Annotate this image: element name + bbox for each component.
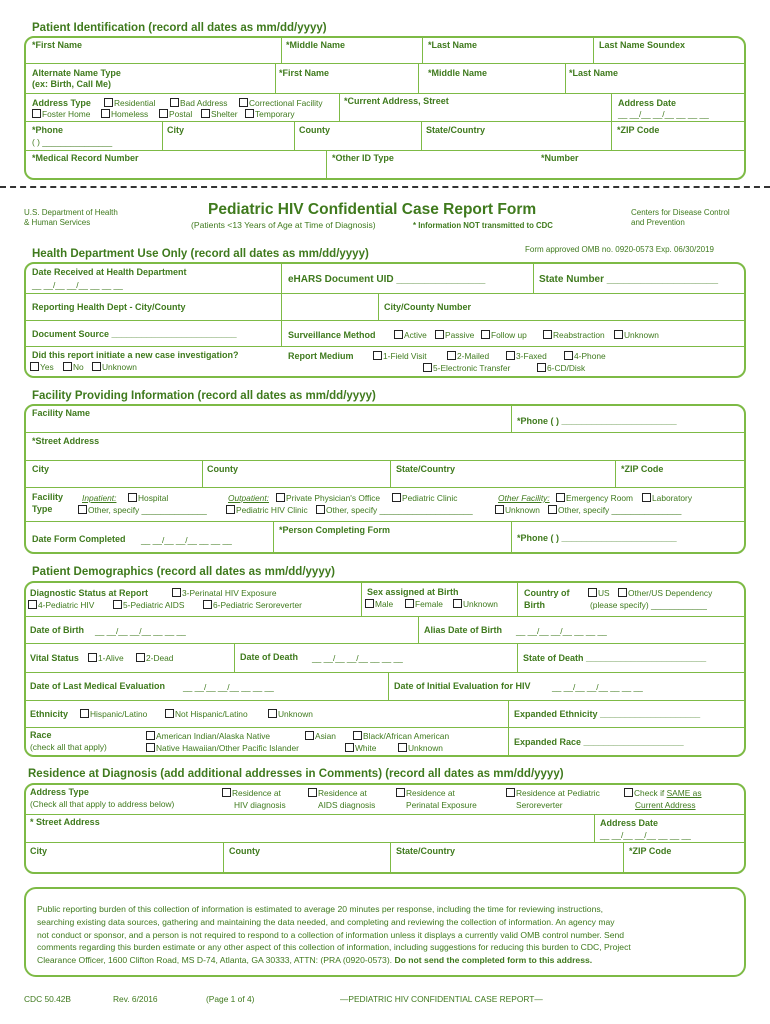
surveillance-unknown-checkbox[interactable]: Unknown bbox=[614, 330, 659, 340]
other-facility-label: Other Facility: bbox=[498, 493, 550, 503]
medical-record-number-field[interactable]: *Medical Record Number bbox=[32, 153, 139, 163]
date-form-completed-label: Date Form Completed bbox=[32, 534, 126, 544]
asian-checkbox[interactable]: Asian bbox=[305, 731, 336, 741]
alt-middle-name-field[interactable]: *Middle Name bbox=[428, 68, 488, 78]
divider bbox=[25, 293, 745, 294]
residential-checkbox[interactable]: Residential bbox=[104, 98, 155, 108]
divider bbox=[615, 460, 616, 487]
residence-seroreverter-label: Seroreverter bbox=[516, 800, 563, 810]
middle-name-field[interactable]: *Middle Name bbox=[286, 40, 346, 50]
postal-checkbox[interactable]: Postal bbox=[159, 109, 192, 119]
expanded-ethnicity-field[interactable]: Expanded Ethnicity ____________________ bbox=[514, 709, 701, 719]
divider bbox=[623, 842, 624, 873]
inpatient-other-checkbox[interactable]: Other, specify ______________ bbox=[78, 505, 207, 515]
city-county-number-field[interactable]: City/County Number bbox=[384, 302, 472, 312]
facility-title: Facility Providing Information (record all dates as mm/dd/yyyy) bbox=[32, 390, 376, 402]
reabstraction-checkbox[interactable]: Reabstraction bbox=[543, 330, 605, 340]
divider bbox=[611, 93, 612, 121]
pediatric-hiv-clinic-checkbox[interactable]: Pediatric HIV Clinic bbox=[226, 505, 308, 515]
surveillance-method-label: Surveillance Method bbox=[288, 330, 376, 340]
divider bbox=[25, 727, 745, 728]
phone-medium-checkbox[interactable]: 4-Phone bbox=[564, 351, 606, 361]
shelter-checkbox[interactable]: Shelter bbox=[201, 109, 238, 119]
divider bbox=[162, 121, 163, 150]
divider bbox=[418, 616, 419, 643]
no-checkbox[interactable]: No bbox=[63, 362, 84, 372]
divider bbox=[275, 63, 276, 93]
county-field[interactable]: County bbox=[299, 125, 330, 135]
state-number-field[interactable]: State Number ____________________ bbox=[539, 274, 719, 285]
divider bbox=[281, 263, 282, 346]
divider bbox=[25, 700, 745, 701]
zip-code-field[interactable]: *ZIP Code bbox=[617, 125, 660, 135]
last-medical-evaluation-label: Date of Last Medical Evaluation bbox=[30, 681, 166, 691]
foster-home-checkbox[interactable]: Foster Home bbox=[32, 109, 90, 119]
investigation-unknown-checkbox[interactable]: Unknown bbox=[92, 362, 137, 372]
residence-address-date-label: Address Date bbox=[600, 818, 659, 828]
last-name-field[interactable]: *Last Name bbox=[428, 40, 478, 50]
alternate-name-hint: (ex: Birth, Call Me) bbox=[32, 79, 112, 89]
cdc-label-line2: and Prevention bbox=[631, 218, 685, 227]
residence-seroreverter-checkbox[interactable]: Residence at Pediatric bbox=[506, 788, 600, 798]
not-hispanic-checkbox[interactable]: Not Hispanic/Latino bbox=[165, 709, 248, 719]
hhs-label-line2: & Human Services bbox=[24, 218, 91, 227]
residence-street-field[interactable]: * Street Address bbox=[30, 817, 100, 827]
divider bbox=[25, 320, 745, 321]
divider bbox=[281, 37, 282, 63]
cd-disk-checkbox[interactable]: 6-CD/Disk bbox=[537, 363, 585, 373]
divider bbox=[223, 842, 224, 873]
footer-form-name: —PEDIATRIC HIV CONFIDENTIAL CASE REPORT— bbox=[340, 994, 543, 1004]
divider bbox=[422, 37, 423, 63]
divider bbox=[378, 293, 379, 320]
facility-unknown-checkbox[interactable]: Unknown bbox=[495, 505, 540, 515]
divider bbox=[25, 346, 745, 347]
residence-zip-field[interactable]: *ZIP Code bbox=[629, 846, 672, 856]
residence-address-type-hint: (Check all that apply to address below) bbox=[30, 799, 175, 809]
divider bbox=[25, 643, 745, 644]
ethnicity-label: Ethnicity bbox=[30, 709, 69, 719]
divider bbox=[339, 93, 340, 121]
residence-city-field[interactable]: City bbox=[30, 846, 48, 856]
female-checkbox[interactable]: Female bbox=[405, 599, 443, 609]
divider bbox=[234, 643, 235, 672]
divider bbox=[611, 121, 612, 150]
burden-line: not conduct or sponsor, and a person is not required to respond to a collection of information unless it displays a currently valid OMB control number. Send bbox=[37, 929, 625, 940]
completer-phone-field[interactable]: *Phone ( ) _______________________ bbox=[517, 533, 677, 543]
last-medical-evaluation-field[interactable]: __ __/__ __/__ __ __ __ bbox=[183, 682, 274, 692]
divider bbox=[594, 814, 595, 842]
residence-county-field[interactable]: County bbox=[229, 846, 260, 856]
perinatal-exposure-checkbox[interactable]: 3-Perinatal HIV Exposure bbox=[172, 588, 277, 598]
divider bbox=[273, 521, 274, 553]
date-of-birth-field[interactable]: __ __/__ __/__ __ __ __ bbox=[95, 626, 186, 636]
ethnicity-unknown-checkbox[interactable]: Unknown bbox=[268, 709, 313, 719]
state-country-field[interactable]: State/Country bbox=[426, 125, 486, 135]
current-address-field[interactable]: *Current Address, Street bbox=[344, 96, 449, 106]
pediatric-seroreverter-checkbox[interactable]: 6-Pediatric Seroreverter bbox=[203, 600, 302, 610]
facility-type-label: Facility bbox=[32, 492, 64, 502]
divider bbox=[511, 521, 512, 553]
pediatric-clinic-checkbox[interactable]: Pediatric Clinic bbox=[392, 493, 457, 503]
race-label: Race bbox=[30, 730, 52, 740]
omb-approval: Form approved OMB no. 0920-0573 Exp. 06/30/2019 bbox=[525, 245, 715, 254]
active-checkbox[interactable]: Active bbox=[394, 330, 427, 340]
other-id-type-field[interactable]: *Other ID Type bbox=[332, 153, 394, 163]
us-checkbox[interactable]: US bbox=[588, 588, 610, 598]
diagnostic-status-label: Diagnostic Status at Report bbox=[30, 588, 149, 598]
divider bbox=[593, 37, 594, 63]
facility-phone-field[interactable]: *Phone ( ) _______________________ bbox=[517, 416, 677, 426]
form-title: Pediatric HIV Confidential Case Report Form bbox=[208, 201, 537, 218]
divider bbox=[517, 582, 518, 616]
address-date-field[interactable]: __ __/__ __/__ __ __ __ bbox=[618, 109, 709, 119]
phone-field[interactable]: ( ) _______________ bbox=[32, 137, 113, 147]
new-case-investigation-label: Did this report initiate a new case investigation? bbox=[32, 350, 239, 360]
other-facility-other-checkbox[interactable]: Other, specify _______________ bbox=[548, 505, 681, 515]
laboratory-checkbox[interactable]: Laboratory bbox=[642, 493, 692, 503]
initial-evaluation-field[interactable]: __ __/__ __/__ __ __ __ bbox=[552, 682, 643, 692]
outpatient-label: Outpatient: bbox=[228, 493, 269, 503]
residence-hiv-checkbox[interactable]: Residence at bbox=[222, 788, 281, 798]
expanded-race-field[interactable]: Expanded Race ____________________ bbox=[514, 737, 684, 747]
date-form-completed-field[interactable]: __ __/__ __/__ __ __ __ bbox=[141, 535, 232, 545]
alt-first-name-field[interactable]: *First Name bbox=[279, 68, 330, 78]
alternate-name-type-field[interactable]: Alternate Name Type bbox=[32, 68, 121, 78]
residence-hiv-label: HIV diagnosis bbox=[234, 800, 286, 810]
divider bbox=[326, 150, 327, 179]
report-medium-label: Report Medium bbox=[288, 351, 354, 361]
correctional-facility-checkbox[interactable]: Correctional Facility bbox=[239, 98, 323, 108]
dead-checkbox[interactable]: 2-Dead bbox=[136, 653, 173, 663]
health-department-title: Health Department Use Only (record all dates as mm/dd/yyyy) bbox=[32, 248, 369, 260]
race-unknown-checkbox[interactable]: Unknown bbox=[398, 743, 443, 753]
hispanic-checkbox[interactable]: Hispanic/Latino bbox=[80, 709, 147, 719]
divider bbox=[25, 616, 745, 617]
passive-checkbox[interactable]: Passive bbox=[435, 330, 474, 340]
country-of-birth-label-2: Birth bbox=[524, 600, 545, 610]
divider bbox=[25, 814, 745, 815]
race-hint: (check all that apply) bbox=[30, 742, 107, 752]
divider bbox=[25, 487, 745, 488]
divider bbox=[25, 93, 745, 94]
divider bbox=[418, 63, 419, 93]
date-of-death-field[interactable]: __ __/__ __/__ __ __ __ bbox=[312, 653, 403, 663]
american-indian-checkbox[interactable]: American Indian/Alaska Native bbox=[146, 731, 270, 741]
vital-status-label: Vital Status bbox=[30, 653, 79, 663]
same-as-current-checkbox[interactable]: Check if SAME as bbox=[624, 788, 702, 798]
burden-statement bbox=[37, 903, 737, 967]
ehars-uid-field[interactable]: eHARS Document UID ________________ bbox=[288, 274, 486, 285]
not-transmitted-note: * Information NOT transmitted to CDC bbox=[413, 221, 553, 230]
address-date-label: Address Date bbox=[618, 98, 677, 108]
facility-state-field[interactable]: State/Country bbox=[396, 464, 456, 474]
field-visit-checkbox[interactable]: 1-Field Visit bbox=[373, 351, 427, 361]
alias-dob-field[interactable]: __ __/__ __/__ __ __ __ bbox=[516, 626, 607, 636]
inpatient-label: Inpatient: bbox=[82, 493, 117, 503]
divider bbox=[511, 405, 512, 432]
bad-address-checkbox[interactable]: Bad Address bbox=[170, 98, 228, 108]
divider bbox=[517, 643, 518, 672]
private-physician-checkbox[interactable]: Private Physician's Office bbox=[276, 493, 380, 503]
reporting-health-dept-field[interactable]: Reporting Health Dept - City/County bbox=[32, 302, 186, 312]
burden-line: comments regarding this burden estimate or any other aspect of this collection of information, including suggestions for reducing this burden to CDC, Project bbox=[37, 942, 631, 953]
male-checkbox[interactable]: Male bbox=[365, 599, 393, 609]
date-of-death-label: Date of Death bbox=[240, 652, 299, 662]
residence-address-date-field[interactable]: __ __/__ __/__ __ __ __ bbox=[600, 830, 691, 840]
form-code: CDC 50.42B bbox=[24, 994, 72, 1004]
sex-unknown-checkbox[interactable]: Unknown bbox=[453, 599, 498, 609]
divider bbox=[508, 700, 509, 756]
hospital-checkbox[interactable]: Hospital bbox=[128, 493, 168, 503]
hhs-label-line1: U.S. Department of Health bbox=[24, 208, 118, 217]
divider bbox=[25, 460, 745, 461]
divider bbox=[533, 263, 534, 293]
white-checkbox[interactable]: White bbox=[345, 743, 376, 753]
residence-state-field[interactable]: State/Country bbox=[396, 846, 456, 856]
facility-county-field[interactable]: County bbox=[207, 464, 238, 474]
cdc-label-line1: Centers for Disease Control bbox=[631, 208, 730, 217]
temporary-checkbox[interactable]: Temporary bbox=[245, 109, 295, 119]
electronic-transfer-checkbox[interactable]: 5-Electronic Transfer bbox=[423, 363, 510, 373]
divider bbox=[25, 432, 745, 433]
divider bbox=[25, 63, 745, 64]
divider bbox=[25, 121, 745, 122]
last-name-soundex-field[interactable]: Last Name Soundex bbox=[599, 40, 686, 50]
black-checkbox[interactable]: Black/African American bbox=[353, 731, 449, 741]
phone-label: *Phone bbox=[32, 125, 64, 135]
yes-checkbox[interactable]: Yes bbox=[30, 362, 54, 372]
date-received-label: Date Received at Health Department bbox=[32, 267, 187, 277]
pediatric-aids-checkbox[interactable]: 5-Pediatric AIDS bbox=[113, 600, 184, 610]
other-id-number-field[interactable]: *Number bbox=[541, 153, 579, 163]
residence-aids-label: AIDS diagnosis bbox=[318, 800, 376, 810]
pediatric-hiv-checkbox[interactable]: 4-Pediatric HIV bbox=[28, 600, 94, 610]
residence-perinatal-label: Perinatal Exposure bbox=[406, 800, 477, 810]
divider bbox=[25, 842, 745, 843]
divider bbox=[390, 842, 391, 873]
date-received-field[interactable]: __ __/__ __/__ __ __ __ bbox=[32, 280, 123, 290]
residence-perinatal-checkbox[interactable]: Residence at bbox=[396, 788, 455, 798]
divider bbox=[361, 582, 362, 616]
initial-evaluation-label: Date of Initial Evaluation for HIV bbox=[394, 681, 531, 691]
divider bbox=[294, 121, 295, 150]
country-specify-field[interactable]: (please specify) ____________ bbox=[590, 600, 707, 610]
address-type-label: Address Type bbox=[32, 98, 91, 108]
facility-city-field[interactable]: City bbox=[32, 464, 50, 474]
same-as-current-label: Current Address bbox=[635, 800, 696, 810]
country-of-birth-label: Country of bbox=[524, 588, 570, 598]
homeless-checkbox[interactable]: Homeless bbox=[101, 109, 148, 119]
city-field[interactable]: City bbox=[167, 125, 185, 135]
first-name-field[interactable]: *First Name bbox=[32, 40, 83, 50]
burden-line: searching existing data sources, gathering and maintaining the data needed, and completing and reviewing the collection of information. An agency may bbox=[37, 916, 615, 927]
alive-checkbox[interactable]: 1-Alive bbox=[88, 653, 124, 663]
faxed-checkbox[interactable]: 3-Faxed bbox=[506, 351, 547, 361]
facility-name-field[interactable]: Facility Name bbox=[32, 408, 91, 418]
demographics-title: Patient Demographics (record all dates as mm/dd/yyyy) bbox=[32, 566, 335, 578]
divider bbox=[25, 521, 745, 522]
divider bbox=[565, 63, 566, 93]
document-source-field[interactable]: Document Source _________________________ bbox=[32, 329, 237, 339]
divider bbox=[25, 672, 745, 673]
state-of-death-field[interactable]: State of Death ________________________ bbox=[523, 653, 707, 663]
follow-up-checkbox[interactable]: Follow up bbox=[481, 330, 527, 340]
divider bbox=[390, 460, 391, 487]
alt-last-name-field[interactable]: *Last Name bbox=[569, 68, 619, 78]
mailed-checkbox[interactable]: 2-Mailed bbox=[447, 351, 489, 361]
burden-line: Public reporting burden of this collection of information is estimated to average 20 minutes per response, including the time for reviewing instructions, bbox=[37, 904, 604, 914]
other-us-dependency-checkbox[interactable]: Other/US Dependency bbox=[618, 588, 712, 598]
native-hawaiian-checkbox[interactable]: Native Hawaiian/Other Pacific Islander bbox=[146, 743, 299, 753]
person-completing-form-field[interactable]: *Person Completing Form bbox=[279, 525, 391, 535]
divider bbox=[202, 460, 203, 487]
facility-zip-field[interactable]: *ZIP Code bbox=[621, 464, 664, 474]
revision: Rev. 6/2016 bbox=[113, 994, 158, 1004]
form-subtitle: (Patients <13 Years of Age at Time of Diagnosis) bbox=[191, 220, 376, 230]
patient-identification-title: Patient Identification (record all dates as mm/dd/yyyy) bbox=[32, 22, 327, 34]
do-not-send-note: Do not send the completed form to this address. bbox=[394, 955, 593, 966]
residence-address-type-label: Address Type bbox=[30, 787, 89, 797]
residence-title: Residence at Diagnosis (add additional addresses in Comments) (record all dates as mm/dd/yyyy) bbox=[28, 768, 564, 780]
date-of-birth-label: Date of Birth bbox=[30, 625, 84, 635]
tear-off-line bbox=[0, 186, 770, 188]
divider bbox=[388, 672, 389, 700]
burden-line: Clearance Officer, 1600 Clifton Road, MS D-74, Atlanta, GA 30333, ATTN: (PRA (0920-0573). Do not send the completed form to this address. bbox=[37, 955, 593, 966]
alias-dob-label: Alias Date of Birth bbox=[424, 625, 503, 635]
emergency-room-checkbox[interactable]: Emergency Room bbox=[556, 493, 633, 503]
divider bbox=[25, 150, 745, 151]
sex-at-birth-label: Sex assigned at Birth bbox=[367, 587, 459, 597]
page-number: (Page 1 of 4) bbox=[206, 994, 255, 1004]
divider bbox=[421, 121, 422, 150]
residence-aids-checkbox[interactable]: Residence at bbox=[308, 788, 367, 798]
facility-type-label-2: Type bbox=[32, 504, 53, 514]
facility-street-field[interactable]: *Street Address bbox=[32, 436, 100, 446]
outpatient-other-checkbox[interactable]: Other, specify ____________________ bbox=[316, 505, 473, 515]
